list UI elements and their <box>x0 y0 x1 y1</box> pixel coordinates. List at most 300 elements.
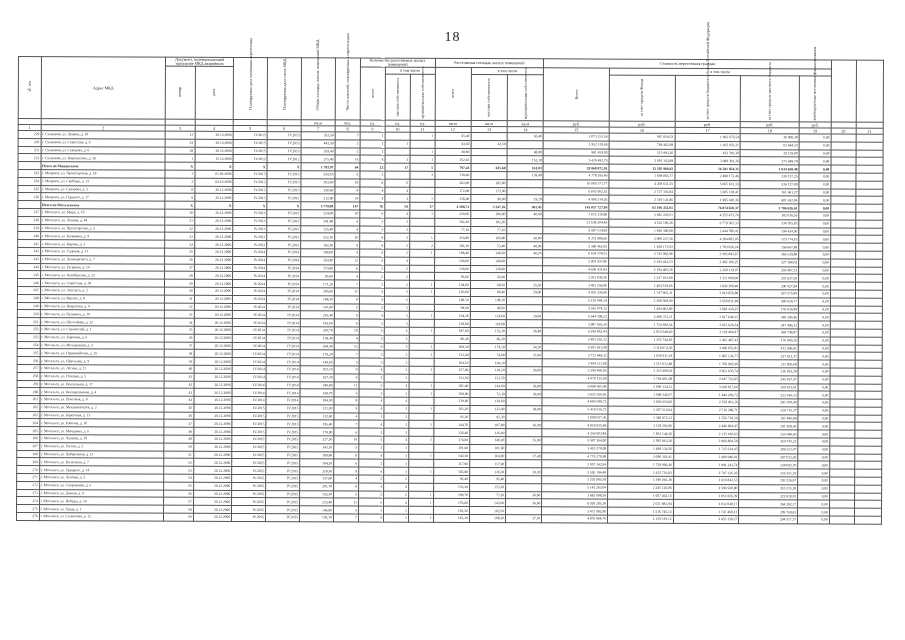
cell-a3: 19,20 <box>507 195 543 203</box>
cell-c1: 5 429 493,79 <box>543 156 609 164</box>
cell-date: 20.12.2006 <box>195 131 234 139</box>
cell-apt: 3 <box>359 280 384 288</box>
cell-no: 249 <box>17 302 40 310</box>
cell-addr: г. Мосальск, ул. Школьная, д. 9 <box>40 357 165 365</box>
cell-a3 <box>507 265 543 273</box>
cell-addr: г. Мосальск, ул. Пролетарская, д. 5 <box>40 224 165 232</box>
cell-c4: 382 016,55 <box>740 212 799 220</box>
cell-date: 26.12.2006 <box>193 451 232 459</box>
cell-apt: 3 <box>359 374 384 382</box>
cell-a3: 48,80 <box>507 148 543 156</box>
cell-num: X <box>165 162 194 170</box>
cell-apt: 4 <box>360 194 385 202</box>
cell-a2: 73,10 <box>469 491 505 499</box>
cell-num: 21 <box>165 217 194 225</box>
cell-a1: 126,40 <box>433 429 469 437</box>
cell-area: 163,80 <box>301 256 335 264</box>
cell-am <box>410 140 435 148</box>
cell-num: 30 <box>165 287 194 295</box>
cell-c5: 0,00 <box>799 282 831 290</box>
cell-a2: 122,40 <box>470 405 506 413</box>
cell-c4: 176 060,26 <box>739 336 798 344</box>
cell-apt: 4 <box>359 249 384 257</box>
cell-c2: 3 908 227,36 <box>609 234 675 242</box>
cell-c5: 0,00 <box>799 196 831 204</box>
cell-apt: 2 <box>359 272 384 280</box>
cell-apt: 4 <box>360 187 385 195</box>
cell-a1: 139,60 <box>434 397 470 405</box>
cell-c1: 4 685 648,72 <box>542 398 608 406</box>
cell-ap: 2 <box>383 475 408 483</box>
cell-a3 <box>506 483 542 491</box>
cell-res: 7 <box>335 132 360 140</box>
cell-c2: 1 464 519,66 <box>608 281 674 289</box>
cell-num: 40 <box>164 365 193 373</box>
cell-ap: 3 <box>384 421 409 429</box>
cell-date: X <box>195 162 234 170</box>
cell-apt: 2 <box>358 475 383 483</box>
cell-c1: 3 494 121,06 <box>542 359 608 367</box>
cell-ap: 2 <box>384 272 409 280</box>
cell-ap: 3 <box>384 405 409 413</box>
cell-date: 26.12.2006 <box>194 318 233 326</box>
cell-addr: г. Мосальск, ул. Мичурина, д. 6 <box>39 427 164 435</box>
cell-date: 26.12.2006 <box>193 428 232 436</box>
cell-c3: 2 993 845,67 <box>674 250 740 258</box>
cell-demo: IV.2014 <box>266 389 300 397</box>
cell-a3: 961,45 <box>507 203 543 211</box>
cell-no: 247 <box>17 286 40 294</box>
column-number: 17 <box>675 127 741 133</box>
cell-apt: 5 <box>359 381 384 389</box>
cell-area: 353,50 <box>301 132 335 140</box>
cell-num: 3 <box>165 178 194 186</box>
cell-addr: г. Мосальск, ул. Кирова, д. 3 <box>40 240 165 248</box>
cell-num: 56 <box>164 490 193 498</box>
cell-c2: 2 192 443,53 <box>609 258 675 266</box>
cell-addr: г. Мосальск, ул. Калинина, д. 9 <box>40 232 165 240</box>
cell-apt: 4 <box>359 420 384 428</box>
cell-date: 26.12.2006 <box>194 287 233 295</box>
cell-c1: 5 410 616,72 <box>542 406 608 414</box>
cell-date: 26.12.2006 <box>194 279 233 287</box>
cell-a1: 48,80 <box>435 148 471 156</box>
cell-area: 275,40 <box>301 155 335 163</box>
cell-no: 239 <box>18 224 41 232</box>
cell-a2: 103,50 <box>469 507 505 515</box>
cell-a2 <box>471 148 507 156</box>
header-apartments-in-total: в том числе <box>385 67 435 74</box>
cell-c4: 601 652,04 <box>740 196 799 204</box>
cell-no: 260 <box>17 388 40 396</box>
cell-am <box>408 444 433 452</box>
cell-a2: 136,00 <box>470 265 506 273</box>
cell-c5: 0,00 <box>798 454 830 462</box>
cell-num: 52 <box>164 459 193 467</box>
cell-a2: 166,80 <box>470 234 506 242</box>
cell-c1: 4 242 603,84 <box>542 429 608 437</box>
cell-a2: 126,40 <box>470 429 506 437</box>
cell-c1: 3 380 462,05 <box>543 242 609 250</box>
cell-apt: 3 <box>359 304 384 312</box>
cell-res: 9 <box>334 467 359 475</box>
cell-res: 8 <box>335 186 360 194</box>
cell-a2: 3 247,26 <box>471 203 507 211</box>
cell-ap: 3 <box>384 358 409 366</box>
cell-c2: 1 516 745,14 <box>607 507 673 515</box>
cell-a2: 180,60 <box>471 210 507 218</box>
cell-apt: 4 <box>358 483 383 491</box>
cell-res: 64 <box>335 163 360 171</box>
cell-a3: 48,90 <box>507 242 543 250</box>
cell-c3: 1 844 209,72 <box>674 391 740 399</box>
cell-c4: 294 517,37 <box>739 516 798 524</box>
header-cost-total: Всего <box>543 68 609 121</box>
cell-c3: 3 460 852,81 <box>674 344 740 352</box>
cell-apt: 4 <box>359 257 384 265</box>
cell-no: 244 <box>18 263 41 271</box>
cell-addr: г. Мосальск, ул. Чапаева, д. 18 <box>39 435 164 443</box>
cell-res: 6 <box>335 171 360 179</box>
cell-c5: 0,00 <box>799 181 831 189</box>
cell-res: 5 <box>334 389 359 397</box>
cell-c1: 5 644 308,22 <box>543 312 609 320</box>
cell-apt: 4 <box>360 233 385 241</box>
cell-c1: 3 772 648,32 <box>542 351 608 359</box>
cell-c4: 366 539,88 <box>740 251 799 259</box>
cell-c3: 2 400 940,01 <box>673 453 739 461</box>
cell-a3: 38,80 <box>506 406 542 414</box>
cell-a1: 181,40 <box>434 382 470 390</box>
cell-a1: 153,20 <box>433 483 469 491</box>
cell-plan: IV.2014 <box>232 350 266 358</box>
unit-cell: ед. <box>385 120 410 126</box>
cell-plan: IV.2014 <box>232 303 266 311</box>
cell-addr: г. Сухиничи, ул. Ворошилова, д. 26 <box>41 154 166 162</box>
cell-a2: 146,00 <box>470 257 506 265</box>
cell-demo: IV.2014 <box>266 295 300 303</box>
cell-c1: 6 104 378,51 <box>543 250 609 258</box>
cell-c3: 1 105 933,21 <box>675 141 741 149</box>
cell-c2: 1 255 744,63 <box>608 336 674 344</box>
cell-no: 271 <box>17 474 40 482</box>
cell-no: 269 <box>17 458 40 466</box>
cell-num: 13 <box>165 131 194 139</box>
cell-c3: 2 966 804,58 <box>673 437 739 445</box>
cell-c4: 205 407,51 <box>740 266 799 274</box>
cell-no: 274 <box>17 497 40 505</box>
cell-a3 <box>506 304 542 312</box>
cell-res: 4 <box>334 413 359 421</box>
cell-c3: 432 381,30 <box>675 149 741 157</box>
cell-c3: 6 779 302,33 <box>674 219 740 227</box>
cell-no: 256 <box>17 357 40 365</box>
cell-plan: IV.2014 <box>233 272 267 280</box>
cell-apt: 3 <box>359 319 384 327</box>
cell-a3: 152,10 <box>507 156 543 164</box>
cell-plan: IV.2014 <box>232 358 266 366</box>
cell-no: 258 <box>17 372 40 380</box>
cell-c1: 11 638 204,44 <box>543 219 609 227</box>
cell-am: 17 <box>409 202 434 210</box>
cell-addr: г. Сухиничи, ул. Суворова, д. 6 <box>41 146 166 154</box>
cell-ap: 4 <box>384 397 409 405</box>
cell-apt: 5 <box>359 436 384 444</box>
cell-c3: 2 269 119,07 <box>674 266 740 274</box>
cell-c1: 3 473 982,90 <box>542 507 608 515</box>
cell-res: 5 <box>333 506 358 514</box>
cell-res: 10 <box>334 436 359 444</box>
cell-area: 203,10 <box>300 366 334 374</box>
cell-demo: IV.2014 <box>267 272 301 280</box>
cell-c1: 5 296 496,04 <box>542 367 608 375</box>
cell-c1: 2 951 830,30 <box>543 273 609 281</box>
cell-no: 236 <box>18 193 41 201</box>
cell-a1: 102,30 <box>434 241 470 249</box>
cell-ap: 3 <box>384 304 409 312</box>
cell-c1: 6 093 902,52 <box>543 187 609 195</box>
cell-c4: 158 667,88 <box>740 243 799 251</box>
cell-c1: 5 001 937,80 <box>543 258 609 266</box>
cell-num: 55 <box>164 482 193 490</box>
cell-a3 <box>507 218 543 226</box>
header-doc-group: Документ, подтверждающий признание МКД аварийным <box>166 57 234 66</box>
cell-area: 205,60 <box>300 288 334 296</box>
cell-area: 5 779,00 <box>301 202 335 210</box>
cell-ap: 3 <box>384 444 409 452</box>
header-doc-date: дата <box>195 66 234 119</box>
cell-area: 259,10 <box>301 171 335 179</box>
cell-a3: 138,40 <box>507 172 543 180</box>
cell-c4: 194 434,50 <box>740 227 799 235</box>
cell-res: 6 <box>334 264 359 272</box>
cell-addr: г. Мосальск, ул. Береговая, д. 13 <box>40 411 165 419</box>
cell-num: 57 <box>164 498 193 506</box>
cell-res: 14 <box>335 194 360 202</box>
cell-a2: 121,50 <box>470 374 506 382</box>
cell-am: 1 <box>409 234 434 242</box>
cell-a2: 635,60 <box>471 164 507 172</box>
cell-demo: IV.2015 <box>266 498 300 506</box>
cell-area: 359,40 <box>301 147 335 155</box>
cell-demo: IV.2014 <box>267 264 301 272</box>
cell-c1: 3 491 256,90 <box>543 281 609 289</box>
cell-plan: IV.2015 <box>232 482 266 490</box>
cell-c1: 4 776 270,68 <box>542 452 608 460</box>
cell-date: 26.12.2006 <box>194 240 233 248</box>
cell-a2: 104,10 <box>470 359 506 367</box>
cell-a2: 53,40 <box>470 242 506 250</box>
cell-area: 192,10 <box>299 514 333 522</box>
cell-a2: 96,80 <box>471 195 507 203</box>
cell-c3: 1 747 468,13 <box>673 508 739 516</box>
cell-no <box>18 201 41 209</box>
cell-addr: г. Мещовск, ул. Пролетарская, д. 18 <box>41 170 166 178</box>
cell-c4: 179 774,19 <box>740 235 799 243</box>
cell-addr: г. Мосальск, ул. Вокзальная, д. 17 <box>40 380 165 388</box>
header-area-in-total: в том числе <box>471 67 543 74</box>
cell-c2: 3 118 074,36 <box>608 344 674 352</box>
cell-date: 26.12.2006 <box>194 225 233 233</box>
cell-demo: IV.2013 <box>267 194 301 202</box>
cell-am: 1 <box>410 195 435 203</box>
cell-c5: 0,00 <box>798 477 830 485</box>
column-number: 5 <box>233 125 267 131</box>
cell-a1: 120,00 <box>434 288 470 296</box>
cell-apt: 4 <box>360 241 385 249</box>
cell-num: 39 <box>164 357 193 365</box>
cell-no: 241 <box>18 240 41 248</box>
cell-area: 212,80 <box>301 194 335 202</box>
cell-plan: IV.2013 <box>233 178 267 186</box>
cell-area: 341,80 <box>301 218 335 226</box>
cell-plan: X <box>233 163 267 171</box>
cell-ap: 3 <box>383 467 408 475</box>
cell-a3: 35,80 <box>506 437 542 445</box>
cell-c1: 3 202 085,58 <box>542 476 608 484</box>
cell-addr: г. Мосальск, ул. Набережная, д. 11 <box>39 450 164 458</box>
cell-plan: IV.2015 <box>232 498 266 506</box>
cell-demo: IV.2014 <box>266 319 300 327</box>
cell-a1: 43,50 <box>435 140 471 148</box>
cell-c5: 0,00 <box>798 399 830 407</box>
cell-c2: 2 432 716,83 <box>608 468 674 476</box>
cell-a2 <box>471 171 507 179</box>
cell-apt: 1 <box>360 132 385 140</box>
cell-demo: IV.2015 <box>267 147 301 155</box>
resettlement-table <box>16 22 884 525</box>
cell-date: 26.12.2006 <box>194 209 233 217</box>
cell-demo: IV.2015 <box>266 514 300 522</box>
cell-c4: 327 388,02 <box>740 258 799 266</box>
cell-plan: IV.2014 <box>232 389 266 397</box>
cell-addr: г. Мосальск, ул. Луговая, д. 2 <box>39 474 164 482</box>
cell-c4: 340 295,96 <box>740 313 799 321</box>
cell-demo: IV.2015 <box>266 490 300 498</box>
cell-num: 35 <box>164 326 193 334</box>
cell-demo: IV.2013 <box>267 217 301 225</box>
cell-no: 231 <box>18 146 41 154</box>
cell-plan: IV.2015 <box>232 428 266 436</box>
cell-num: 22 <box>165 139 194 147</box>
cell-demo: IV.2012 <box>267 155 301 163</box>
cell-date: 26.12.2006 <box>194 233 233 241</box>
cell-c5: 0,00 <box>798 329 830 337</box>
cell-c2: 2 118 392,80 <box>608 422 674 430</box>
cell-no: 234 <box>18 177 41 185</box>
cell-plan: IV.2015 <box>232 506 266 514</box>
cell-am <box>410 179 435 187</box>
header-apartments-total: всего <box>360 67 385 120</box>
cell-date: 26.12.2006 <box>194 350 233 358</box>
cell-demo: IV.2013 <box>267 241 301 249</box>
column-number: 19 <box>799 128 831 134</box>
column-number: 16 <box>609 127 675 133</box>
cell-a1: 95,00 <box>434 273 470 281</box>
cell-a3 <box>507 140 543 148</box>
cell-ap: 2 <box>384 335 409 343</box>
cell-c3: 76 074 650,37 <box>674 204 740 212</box>
cell-c5: 0,00 <box>799 243 831 251</box>
cell-res: 8 <box>334 296 359 304</box>
cell-ap: 4 <box>383 499 408 507</box>
cell-area: 233,40 <box>300 498 334 506</box>
cell-c4: 245 457,97 <box>739 375 798 383</box>
cell-c3: 1 556 718,36 <box>673 414 739 422</box>
column-number: 6 <box>267 126 301 132</box>
cell-apt: 6 <box>360 179 385 187</box>
cell-num: 42 <box>164 381 193 389</box>
cell-apt: 3 <box>359 444 384 452</box>
cell-area: 171,20 <box>300 280 334 288</box>
header-apartments-group: Количество расселяемых жилых помещений <box>360 58 435 67</box>
cell-a2: 139,60 <box>470 398 506 406</box>
header-area-municipal: муниципальная собственность <box>507 75 543 121</box>
cell-no: 252 <box>17 325 40 333</box>
cell-plan: IV.2013 <box>233 194 267 202</box>
table-body <box>16 131 883 525</box>
cell-date: 26.12.2006 <box>194 365 233 373</box>
cell-a3 <box>507 257 543 265</box>
cell-no: 264 <box>17 419 40 427</box>
cell-c3: 2 444 780,41 <box>674 227 740 235</box>
cell-demo: IV.2014 <box>266 334 300 342</box>
cell-apt: 4 <box>359 467 384 475</box>
cell-area: 184,50 <box>300 397 334 405</box>
column-number: 1 <box>18 125 41 131</box>
cell-plan: IV.2013 <box>233 209 267 217</box>
cell-area: 155,30 <box>300 490 334 498</box>
cell-am: 1 <box>409 280 434 288</box>
cell-res: 9 <box>334 311 359 319</box>
cell-am: 5 <box>410 163 435 171</box>
cell-addr: Итого по Мещовскому <box>41 162 166 170</box>
cell-apt: 3 <box>359 389 384 397</box>
cell-c2: 2 631 882,94 <box>607 500 673 508</box>
header-cost-local: за счет средств местного бюджета <box>740 76 799 122</box>
cell-am: 1 <box>410 148 435 156</box>
cell-ap: 3 <box>384 233 409 241</box>
cell-a3 <box>506 429 542 437</box>
cell-a1: 65,40 <box>435 132 471 140</box>
cell-demo: IV.2014 <box>266 327 300 335</box>
cell-demo: IV.2014 <box>266 303 300 311</box>
cell-num: 9 <box>165 194 194 202</box>
cell-c3: 1 511 099,00 <box>674 274 740 282</box>
cell-ap: 3 <box>385 218 410 226</box>
cell-addr: г. Мосальск, ул. Труда, д. 1 <box>39 505 164 513</box>
cell-a1: 157,80 <box>434 366 470 374</box>
cell-am: 1 <box>409 382 434 390</box>
cell-res: 10 <box>335 210 360 218</box>
cell-no: 261 <box>17 396 40 404</box>
cell-no: 275 <box>17 505 40 513</box>
cell-res: 12 <box>335 257 360 265</box>
cell-c4: 359 613,61 <box>739 383 798 391</box>
cell-plan: IV.2014 <box>232 342 266 350</box>
cell-c2: 1 698 083,77 <box>609 172 675 180</box>
cell-c3: 2 446 604,47 <box>673 422 739 430</box>
cell-num: 49 <box>164 435 193 443</box>
cell-c1: 3 682 098,58 <box>542 491 608 499</box>
cell-c5: 0,00 <box>799 227 831 235</box>
cell-num: 22 <box>165 225 194 233</box>
cell-res: 2 <box>335 140 360 148</box>
cell-c4: 310 215,38 <box>739 485 798 493</box>
cell-c2: 1 948 300,08 <box>609 227 675 235</box>
cell-am: 1 <box>409 312 434 320</box>
cell-res: 8 <box>334 397 359 405</box>
